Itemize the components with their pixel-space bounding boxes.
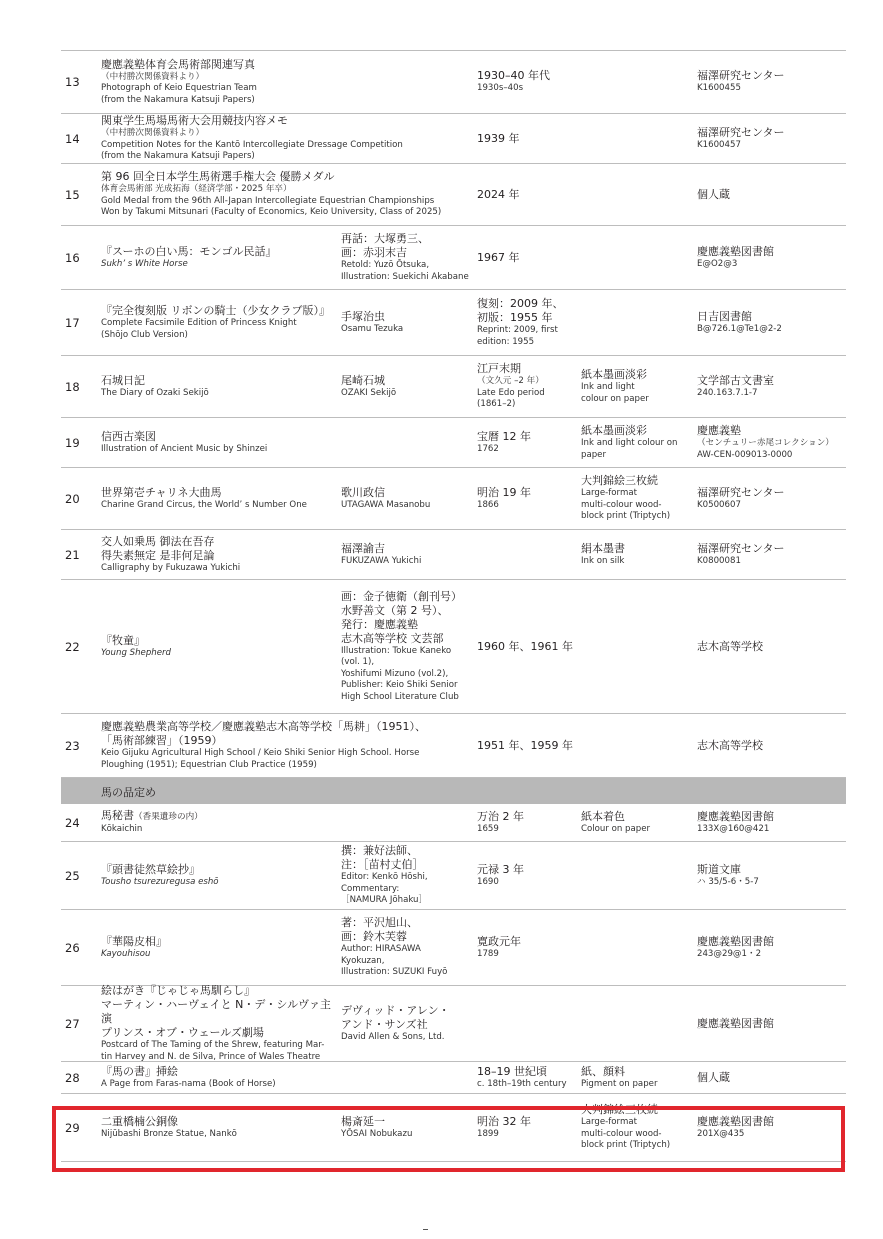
date-en: （文久元 –2 年） Late Edo period (1861–2) xyxy=(477,376,545,410)
owner-jp: 福澤研究センター xyxy=(697,69,785,83)
date-en: 1762 xyxy=(477,443,499,454)
catalog-row xyxy=(61,50,846,114)
medium-en: Pigment on paper xyxy=(581,1078,658,1089)
catalog-row xyxy=(61,164,846,226)
owner-jp: 志木高等学校 xyxy=(697,738,763,752)
item-number: 17 xyxy=(65,315,80,330)
title-en: Gold Medal from the 96th All-Japan Intercollegiate Equestrian Championships Won by Takumi Mitsunari (Faculty of Economics, Keio University, Class of 2025) xyxy=(101,195,442,218)
date-en: 1899 xyxy=(477,1128,499,1139)
author-jp: 手塚治虫 xyxy=(341,309,385,323)
owner-cell xyxy=(697,714,847,777)
author-cell xyxy=(341,842,475,909)
title-jp-line xyxy=(101,809,339,824)
author-cell xyxy=(341,226,475,289)
item-number: 15 xyxy=(65,187,80,202)
medium-en: Colour on paper xyxy=(581,823,651,834)
title-jp: 『完全復刻版 リボンの騎士（少女クラブ版）』 xyxy=(101,304,330,317)
item-number: 29 xyxy=(65,1120,80,1135)
title-cell xyxy=(101,468,339,529)
catalog-row xyxy=(61,468,846,530)
owner-en: ハ 35/5-6・5-7 xyxy=(697,876,759,887)
owner-cell xyxy=(697,580,847,713)
owner-cell xyxy=(697,804,847,841)
title-jp-main: 馬秘書 xyxy=(101,809,134,823)
title-cell xyxy=(101,986,339,1061)
title-jp: 『頭書徒然草絵抄』 xyxy=(101,862,200,876)
item-number: 25 xyxy=(65,868,80,883)
author-jp: 福澤諭吉 xyxy=(341,541,385,555)
medium-en: Large-format multi-colour wood- block print (Triptych) xyxy=(581,488,671,522)
medium-en: Ink on silk xyxy=(581,555,625,566)
item-number: 13 xyxy=(65,75,80,89)
author-jp: 撰：兼好法師、 注：［苗村丈伯］ xyxy=(341,844,424,872)
owner-en: K0800081 xyxy=(697,555,741,566)
medium-cell xyxy=(581,468,693,529)
title-jp: 絵はがき『じゃじゃ馬馴らし』 マーティン・ハーヴェイと N・デ・シルヴァ主演 プリンス・オブ・ウェールズ劇場 xyxy=(101,984,332,1039)
title-cell xyxy=(101,910,339,985)
medium-jp: 紙、顔料 xyxy=(581,1064,625,1078)
owner-jp: 日吉図書館 xyxy=(697,309,752,323)
owner-cell xyxy=(697,114,847,163)
owner-jp: 慶應義塾図書館 xyxy=(697,809,774,823)
author-en: Author: HIRASAWA Kyokuzan, Illustration: SUZUKI Fuyō xyxy=(341,944,448,978)
item-number: 23 xyxy=(65,738,80,753)
title-jp: 『牧童』 xyxy=(101,633,145,647)
date-cell xyxy=(477,51,692,113)
section-title: 馬の品定め xyxy=(101,786,156,799)
title-en: Tousho tsurezuregusa eshō xyxy=(101,876,219,887)
owner-cell xyxy=(697,290,847,355)
title-cell xyxy=(101,1062,339,1093)
owner-jp: 斯道文庫 xyxy=(697,862,741,876)
title-jp: 石城日記 xyxy=(101,373,145,387)
date-cell xyxy=(477,290,579,355)
title-jp: 『華陽皮相』 xyxy=(101,934,167,948)
title-en: Postcard of The Taming of the Shrew, featuring Mar- tin Harvey and N. de Silva, Prince of Wales Theatre xyxy=(101,1040,325,1062)
owner-cell xyxy=(697,356,847,417)
title-en: Keio Gijuku Agricultural High School / Keio Shiki Senior High School. Horse Ploughing (1951); Equestrian Club Practice (1959) xyxy=(101,748,420,770)
title-en: The Diary of Ozaki Sekijō xyxy=(101,387,209,398)
date-jp: 寛政元年 xyxy=(477,934,521,948)
date-jp: 復刻：2009 年、 初版：1955 年 xyxy=(477,297,564,324)
author-cell xyxy=(341,356,475,417)
owner-cell xyxy=(697,226,847,289)
author-cell xyxy=(341,290,475,355)
owner-cell xyxy=(697,910,847,985)
medium-jp: 紙本着色 xyxy=(581,809,625,823)
author-jp: 画：金子徳衛（創刊号） 水野善文（第 2 号）、 発行：慶應義塾 志木高等学校 文芸部 xyxy=(341,589,462,645)
catalog-row xyxy=(61,714,846,778)
owner-cell xyxy=(697,842,847,909)
owner-jp: 個人蔵 xyxy=(697,187,730,201)
catalog-row xyxy=(61,290,846,356)
medium-cell xyxy=(581,530,693,579)
date-jp: 1930–40 年代 xyxy=(477,69,550,83)
catalog-row xyxy=(61,226,846,290)
author-en: UTAGAWA Masanobu xyxy=(341,499,431,510)
author-cell xyxy=(341,910,475,985)
date-jp: 明治 32 年 xyxy=(477,1114,531,1128)
owner-cell xyxy=(697,1062,847,1093)
title-cell xyxy=(101,226,339,289)
date-jp: 明治 19 年 xyxy=(477,485,531,499)
catalog-row xyxy=(61,356,846,418)
date-jp: 18–19 世紀頃 xyxy=(477,1064,547,1078)
owner-jp: 福澤研究センター xyxy=(697,541,785,555)
date-cell xyxy=(477,468,579,529)
medium-cell xyxy=(581,1062,693,1093)
title-en: Young Shepherd xyxy=(101,647,172,658)
owner-jp: 福澤研究センター xyxy=(697,125,785,139)
item-number: 22 xyxy=(65,639,80,654)
author-cell xyxy=(341,530,475,579)
title-jp: 二重橋楠公銅像 xyxy=(101,1114,178,1128)
author-en: Retold: Yuzō Ōtsuka, Illustration: Suekichi Akabane xyxy=(341,260,469,282)
title-jp: 『馬の書』挿絵 xyxy=(101,1064,178,1078)
item-number: 26 xyxy=(65,940,80,955)
date-jp: 1951 年、1959 年 xyxy=(477,738,573,752)
date-cell xyxy=(477,842,579,909)
author-jp: 再話：大塚勇三、 画：赤羽末吉 xyxy=(341,232,429,259)
item-number: 14 xyxy=(65,131,80,146)
owner-cell xyxy=(697,530,847,579)
medium-jp: 紙本墨画淡彩 xyxy=(581,424,647,437)
medium-jp: 絹本墨書 xyxy=(581,541,625,555)
medium-cell xyxy=(581,418,693,467)
title-cell xyxy=(101,418,339,467)
catalog-row xyxy=(61,418,846,468)
title-jp: 関東学生馬場馬術大会用競技内容メモ xyxy=(101,114,288,128)
owner-jp: 個人蔵 xyxy=(697,1070,730,1084)
owner-en: B@726.1@Te1@2-2 xyxy=(697,323,782,334)
author-en: Illustration: Tokue Kaneko (vol. 1), Yoshifumi Mizuno (vol.2), Publisher: Keio Shiki Senior High School Literature Club xyxy=(341,645,459,702)
catalog-table xyxy=(61,50,846,1162)
catalog-row xyxy=(61,114,846,164)
medium-en: Large-format multi-colour wood- block print (Triptych) xyxy=(581,1117,671,1151)
title-en: Kōkaichin xyxy=(101,824,143,835)
title-en: Illustration of Ancient Music by Shinzei xyxy=(101,443,268,454)
catalog-row xyxy=(61,910,846,986)
title-en: Nijūbashi Bronze Statue, Nankō xyxy=(101,1128,237,1139)
author-en: OZAKI Sekijō xyxy=(341,387,397,398)
medium-en: Ink and light colour on paper xyxy=(581,382,649,404)
owner-jp: 福澤研究センター xyxy=(697,485,785,499)
medium-en: Ink and light colour on paper xyxy=(581,438,678,460)
owner-en: 243@29@1・2 xyxy=(697,948,762,959)
owner-cell xyxy=(697,51,847,113)
medium-cell xyxy=(581,356,693,417)
date-en: 1690 xyxy=(477,876,499,887)
date-jp: 1960 年、1961 年 xyxy=(477,639,573,653)
title-jp-sub: （中村勝次関係資料より） xyxy=(101,71,205,82)
author-jp: 尾崎石城 xyxy=(341,373,385,387)
item-number: 28 xyxy=(65,1070,80,1085)
date-cell xyxy=(477,580,692,713)
catalog-row xyxy=(61,842,846,910)
item-number: 21 xyxy=(65,547,80,562)
owner-cell xyxy=(697,164,847,225)
owner-jp: 慶應義塾図書館 xyxy=(697,1016,774,1030)
owner-jp: 慶應義塾図書館 xyxy=(697,244,774,258)
catalog-row xyxy=(61,804,846,842)
owner-en: 240.163.7.1-7 xyxy=(697,387,758,398)
date-cell xyxy=(477,356,579,417)
owner-jp: 慶應義塾図書館 xyxy=(697,1114,774,1128)
item-number: 19 xyxy=(65,435,80,450)
medium-jp: 紙本墨画淡彩 xyxy=(581,368,647,381)
catalog-row xyxy=(61,1062,846,1094)
author-jp: 歌川政信 xyxy=(341,485,385,499)
author-en: Osamu Tezuka xyxy=(341,323,404,334)
title-jp: 信西古楽図 xyxy=(101,429,156,443)
author-cell xyxy=(341,986,475,1061)
author-jp: デヴィッド・アレン・ アンド・サンズ社 xyxy=(341,1003,450,1031)
owner-en: K1600457 xyxy=(697,139,741,150)
medium-jp: 大判錦絵三枚続 xyxy=(581,1103,658,1117)
owner-cell xyxy=(697,986,847,1061)
owner-en: E@O2@3 xyxy=(697,258,738,269)
title-cell xyxy=(101,114,471,163)
author-cell xyxy=(341,468,475,529)
title-cell xyxy=(101,290,339,355)
owner-en: K1600455 xyxy=(697,83,741,94)
date-cell xyxy=(477,714,692,777)
author-en: FUKUZAWA Yukichi xyxy=(341,555,422,566)
medium-jp: 大判錦絵三枚続 xyxy=(581,474,658,488)
title-en: Sukh’ s White Horse xyxy=(101,258,188,269)
title-en: Calligraphy by Fukuzawa Yukichi xyxy=(101,562,241,573)
date-cell xyxy=(477,804,579,841)
title-jp-sub: （中村勝次関係資料より） xyxy=(101,128,205,139)
title-cell xyxy=(101,530,339,579)
owner-jp: 志木高等学校 xyxy=(697,639,763,653)
date-en: 1659 xyxy=(477,823,499,834)
page-mark xyxy=(423,1229,428,1230)
highlight-box xyxy=(52,1106,845,1172)
section-header xyxy=(61,778,846,804)
date-cell xyxy=(477,418,579,467)
item-number: 20 xyxy=(65,491,80,506)
title-jp: 世界第壱チャリネ大曲馬 xyxy=(101,485,222,499)
owner-en: K0500607 xyxy=(697,499,741,510)
date-cell xyxy=(477,164,692,225)
date-jp: 宝暦 12 年 xyxy=(477,429,531,443)
date-jp: 万治 2 年 xyxy=(477,809,524,823)
owner-jp: 文学部古文書室 xyxy=(697,373,774,387)
date-cell xyxy=(477,910,579,985)
title-en: Competition Notes for the Kantō Intercollegiate Dressage Competition (from the Nakamura Katsuji Papers) xyxy=(101,139,403,162)
catalog-row xyxy=(61,580,846,714)
title-cell xyxy=(101,842,339,909)
date-en: Reprint: 2009, first edition: 1955 xyxy=(477,325,558,347)
title-cell xyxy=(101,356,339,417)
title-cell xyxy=(101,51,471,113)
date-cell xyxy=(477,114,692,163)
title-jp-sub: 体育会馬術部 光成拓海（経済学部・2025 年卒） xyxy=(101,184,292,195)
date-jp: 1939 年 xyxy=(477,131,520,145)
title-jp: 慶應義塾体育会馬術部関連写真 xyxy=(101,57,255,71)
title-jp: 第 96 回全日本学生馬術選手権大会 優勝メダル xyxy=(101,170,335,184)
title-jp: 慶應義塾農業高等学校／慶應義塾志木高等学校「馬耕」（1951）、 「馬術部練習」（1959） xyxy=(101,720,426,747)
medium-cell xyxy=(581,804,693,841)
owner-cell xyxy=(697,418,847,467)
date-jp: 江戸末期 xyxy=(477,362,521,376)
author-en: Editor: Kenkō Hōshi, Commentary: ［NAMURA Jōhaku］ xyxy=(341,872,428,906)
title-cell xyxy=(101,580,339,713)
date-cell xyxy=(477,1062,579,1093)
date-jp: 元禄 3 年 xyxy=(477,862,524,876)
item-number: 27 xyxy=(65,1016,80,1031)
date-jp: 2024 年 xyxy=(477,187,520,201)
title-en: A Page from Faras-nama (Book of Horse) xyxy=(101,1078,276,1089)
title-jp: 『スーホの白い馬：モンゴル民話』 xyxy=(101,244,277,258)
date-en: c. 18th–19th century xyxy=(477,1078,567,1089)
date-jp: 1967 年 xyxy=(477,250,520,264)
date-en: 1930s–40s xyxy=(477,83,524,94)
title-en: Photograph of Keio Equestrian Team (from the Nakamura Katsuji Papers) xyxy=(101,83,257,105)
author-cell xyxy=(341,580,475,713)
owner-en: 133X@160@421 xyxy=(697,823,770,834)
title-en: Charine Grand Circus, the World’ s Number One xyxy=(101,499,307,510)
catalog-row xyxy=(61,986,846,1062)
title-cell xyxy=(101,164,471,225)
item-number: 18 xyxy=(65,379,80,394)
owner-en: （センチュリー赤尾コレクション） AW-CEN-009013-0000 xyxy=(697,438,834,460)
date-cell xyxy=(477,226,692,289)
item-number: 24 xyxy=(65,815,80,830)
title-cell xyxy=(101,804,339,841)
catalog-row xyxy=(61,530,846,580)
author-en: YŌSAI Nobukazu xyxy=(341,1128,413,1139)
date-en: 1789 xyxy=(477,948,499,959)
title-en: Complete Facsimile Edition of Princess Knight (Shōjo Club Version) xyxy=(101,318,297,340)
author-jp: 楊斎延一 xyxy=(341,1114,385,1128)
item-number: 16 xyxy=(65,250,80,265)
author-en: David Allen & Sons, Ltd. xyxy=(341,1031,445,1042)
owner-jp: 慶應義塾図書館 xyxy=(697,934,774,948)
title-en: Kayouhisou xyxy=(101,948,151,959)
owner-cell xyxy=(697,468,847,529)
owner-en: 201X@435 xyxy=(697,1128,745,1139)
owner-jp: 慶應義塾 xyxy=(697,424,741,437)
title-jp: 交人如乗馬 御法在吾存 得失素無定 是非何足論 xyxy=(101,534,215,562)
title-jp-note: （香果遺珍の内） xyxy=(134,812,203,823)
date-en: 1866 xyxy=(477,499,499,510)
author-jp: 著：平沢旭山、 画：鈴木芙蓉 xyxy=(341,916,418,944)
title-cell xyxy=(101,714,471,777)
